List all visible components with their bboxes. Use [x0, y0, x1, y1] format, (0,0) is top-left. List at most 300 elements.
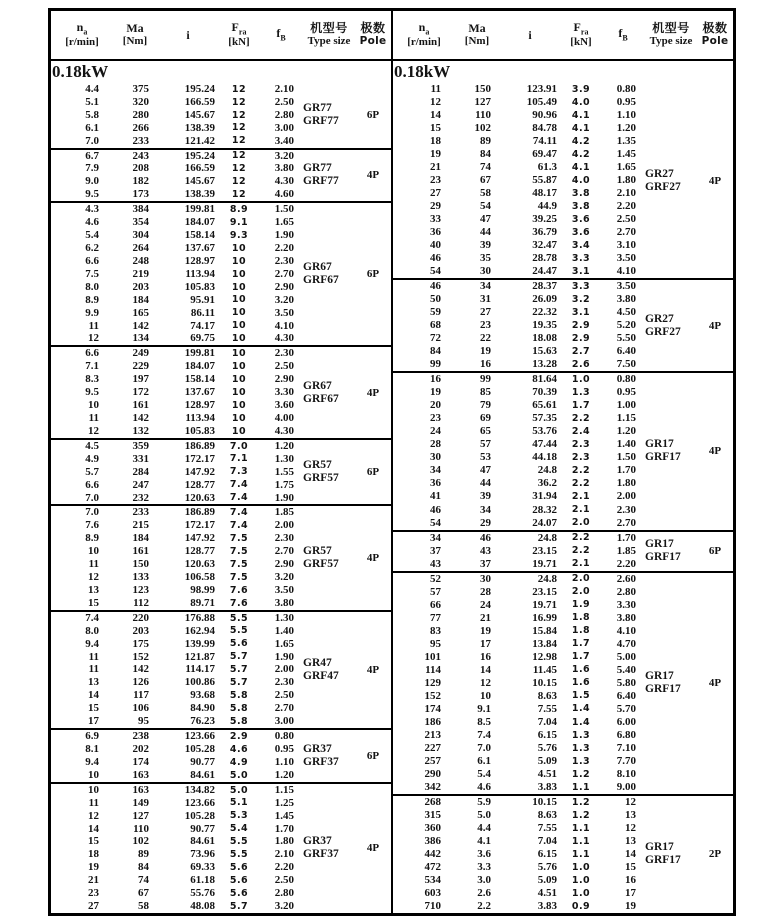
cell-na: 15	[88, 835, 99, 848]
cell-i: 69.75	[190, 332, 215, 345]
cell-na: 34	[430, 464, 441, 477]
cell-na: 12	[88, 571, 99, 584]
cell-ma: 202	[132, 742, 149, 755]
power-rating-title-right: 0.18kW	[394, 62, 451, 81]
spec-rows	[393, 796, 645, 913]
pole-label: 4P	[366, 842, 380, 855]
spec-rows	[51, 440, 303, 505]
header-col-ma	[113, 11, 157, 59]
spec-rows	[51, 83, 303, 148]
cell-i: 172.17	[184, 519, 215, 532]
header-col-pole	[355, 11, 391, 59]
cell-ma: 47	[480, 213, 491, 226]
cell-i: 10.15	[532, 795, 557, 808]
pole-label: 6P	[366, 109, 380, 122]
cell-na: 59	[430, 306, 441, 319]
cell-na: 77	[430, 611, 441, 624]
cell-fra: 1.0	[571, 861, 591, 873]
pole-label: 6P	[708, 545, 722, 558]
header-unit: Type size	[307, 35, 351, 47]
cell-i: 113.94	[185, 267, 215, 280]
type-size-line: GR67	[303, 379, 332, 392]
header-unit: [kN]	[570, 36, 592, 49]
cell-fb: 19	[625, 899, 636, 912]
cell-fb: 2.30	[274, 676, 294, 689]
header-unit: Pole	[701, 35, 729, 47]
cell-ma: 23	[480, 319, 491, 332]
cell-fra: 7.4	[229, 479, 249, 491]
cell-fra: 12	[231, 135, 247, 147]
cell-fb: 5.40	[616, 663, 636, 676]
cell-fb: 1.30	[274, 452, 294, 465]
spec-section	[393, 83, 733, 278]
cell-fb: 2.50	[274, 95, 294, 108]
cell-fb: 1.65	[616, 161, 636, 174]
spec-section	[393, 278, 733, 371]
cell-na: 34	[430, 531, 441, 544]
table-body-left	[51, 83, 391, 913]
type-size-line: GR67	[303, 261, 332, 274]
type-size-line: GR57	[303, 545, 332, 558]
cell-fb: 1.90	[274, 229, 294, 242]
header-unit: Pole	[359, 35, 387, 47]
type-size-line: GRF17	[645, 854, 681, 867]
cell-ma: 89	[480, 135, 491, 148]
header-subscript: ra	[238, 27, 247, 37]
cell-ma: 142	[132, 411, 149, 424]
cell-i: 28.32	[532, 503, 557, 516]
cell-i: 61.18	[190, 874, 215, 887]
cell-fb: 3.50	[274, 583, 294, 596]
cell-na: 257	[424, 754, 441, 767]
cell-i: 128.77	[184, 545, 215, 558]
cell-i: 23.15	[532, 585, 557, 598]
cell-i: 123.91	[526, 83, 557, 95]
cell-ma: 280	[132, 108, 149, 121]
cell-i: 6.15	[537, 728, 557, 741]
cell-fra: 1.5	[571, 690, 591, 702]
cell-ma: 46	[480, 531, 491, 544]
type-size-line: GR27	[645, 312, 674, 325]
cell-na: 68	[430, 319, 441, 332]
cell-i: 166.59	[184, 162, 215, 175]
cell-i: 113.94	[185, 411, 215, 424]
cell-i: 186.89	[184, 439, 215, 452]
cell-fb: 2.10	[616, 187, 636, 200]
cell-fb: 3.20	[274, 571, 294, 584]
cell-na: 57	[430, 585, 441, 598]
cell-ma: 150	[474, 83, 491, 95]
cell-fra: 12	[231, 163, 247, 175]
cell-i: 138.39	[184, 188, 215, 201]
cell-fb: 1.15	[616, 412, 636, 425]
cell-na: 14	[88, 822, 99, 835]
cell-fb: 3.40	[274, 134, 294, 147]
cell-fra: 12	[231, 96, 247, 108]
cell-fra: 2.7	[571, 346, 591, 358]
cell-fb: 2.00	[274, 519, 294, 532]
cell-ma: 53	[480, 451, 491, 464]
cell-ma: 7.0	[477, 741, 491, 754]
cell-ma: 331	[132, 452, 149, 465]
cell-na: 6.6	[85, 254, 99, 267]
cell-i: 145.67	[184, 175, 215, 188]
cell-na: 40	[430, 239, 441, 252]
cell-fra: 10	[231, 333, 247, 345]
cell-i: 31.94	[532, 490, 557, 503]
cell-i: 7.55	[537, 821, 557, 834]
cell-ma: 219	[132, 267, 149, 280]
cell-ma: 74	[138, 874, 149, 887]
cell-fb: 2.70	[616, 516, 636, 529]
cell-na: 710	[424, 899, 441, 912]
cell-fb: 4.50	[616, 306, 636, 319]
cell-fb: 2.20	[274, 242, 294, 254]
power-rating-title-left: 0.18kW	[52, 62, 109, 81]
cell-fra: 2.9	[571, 333, 591, 345]
spec-rows	[51, 203, 303, 345]
cell-na: 386	[424, 834, 441, 847]
cell-na: 4.4	[85, 82, 99, 95]
cell-i: 3.83	[537, 899, 557, 912]
cell-fra: 10	[231, 268, 247, 280]
header-symbol: $F_{ra}$	[573, 19, 589, 37]
cell-fb: 13	[625, 808, 636, 821]
cell-fb: 16	[625, 873, 636, 886]
cell-na: 37	[430, 544, 441, 557]
cell-na: 7.0	[85, 506, 99, 519]
cell-i: 24.8	[537, 531, 557, 544]
cell-fra: 10	[231, 361, 247, 373]
cell-ma: 67	[138, 887, 149, 900]
cell-i: 195.24	[184, 82, 215, 95]
cell-fb: 3.20	[274, 293, 294, 306]
spec-section	[393, 794, 733, 913]
cell-i: 36.2	[537, 477, 557, 490]
cell-fb: 6.80	[616, 728, 636, 741]
cell-ma: 5.4	[477, 767, 491, 780]
cell-fra: 5.8	[229, 690, 249, 702]
cell-fra: 5.7	[229, 677, 249, 689]
cell-ma: 37	[480, 557, 491, 570]
cell-na: 8.9	[85, 532, 99, 545]
cell-na: 66	[430, 598, 441, 611]
pole-label: 4P	[366, 663, 380, 676]
cell-fb: 12	[625, 795, 636, 808]
cell-i: 16.99	[532, 611, 557, 624]
cell-ma: 238	[132, 730, 149, 743]
cell-fra: 1.7	[571, 651, 591, 663]
cell-na: 8.1	[85, 742, 99, 755]
cell-i: 65.61	[532, 399, 557, 412]
cell-fra: 0.9	[571, 900, 591, 912]
cell-na: 11	[88, 796, 99, 809]
cell-fb: 3.50	[616, 252, 636, 265]
cell-i: 10.15	[532, 676, 557, 689]
cell-ma: 22	[480, 332, 491, 345]
cell-ma: 304	[132, 229, 149, 242]
spec-section	[51, 201, 391, 345]
cell-fra: 4.1	[571, 109, 591, 121]
cell-fra: 10	[231, 320, 247, 332]
cell-na: 54	[430, 516, 441, 529]
cell-i: 105.28	[184, 742, 215, 755]
header-col-i	[157, 11, 219, 59]
cell-i: 44.9	[537, 200, 557, 213]
pole-label: 4P	[708, 319, 722, 332]
header-subscript: a	[425, 27, 430, 37]
header-col-fb	[259, 11, 303, 59]
cell-na: 95	[430, 637, 441, 650]
type-size-label	[303, 83, 355, 148]
type-size-line: GR27	[645, 167, 674, 180]
cell-na: 6.9	[85, 730, 99, 743]
type-size-line: GRF27	[645, 180, 681, 193]
header-subscript: B	[280, 33, 286, 43]
spec-rows	[393, 280, 645, 371]
cell-fra: 2.2	[571, 545, 591, 557]
cell-ma: 197	[132, 373, 149, 386]
cell-fb: 5.00	[616, 650, 636, 663]
cell-fra: 10	[231, 425, 247, 437]
type-size-line: GRF77	[303, 115, 339, 128]
type-size-line: GR17	[645, 538, 674, 551]
cell-i: 120.63	[184, 558, 215, 571]
cell-fra: 2.1	[571, 491, 591, 503]
cell-fb: 7.10	[616, 741, 636, 754]
cell-fra: 2.9	[229, 730, 249, 742]
cell-fra: 9.3	[229, 229, 249, 241]
header-symbol: i	[186, 27, 190, 42]
cell-fra: 8.9	[229, 204, 249, 215]
cell-fb: 1.45	[274, 809, 294, 822]
header-col-na	[51, 11, 113, 59]
cell-na: 20	[430, 399, 441, 412]
header-unit: [Nm]	[122, 35, 148, 47]
cell-na: 8.0	[85, 280, 99, 293]
cell-i: 162.94	[184, 624, 215, 637]
header-symbol: 机型号	[652, 21, 690, 35]
cell-na: 7.5	[85, 267, 99, 280]
cell-fra: 3.3	[571, 252, 591, 264]
type-size-line: GR47	[303, 656, 332, 669]
cell-fra: 1.6	[571, 677, 591, 689]
cell-na: 18	[430, 135, 441, 148]
cell-na: 28	[430, 438, 441, 451]
cell-fra: 1.1	[571, 835, 591, 847]
cell-fra: 5.5	[229, 612, 249, 624]
header-col-fra	[561, 11, 601, 59]
cell-i: 105.28	[184, 809, 215, 822]
cell-fra: 9.1	[229, 216, 249, 228]
cell-na: 10	[88, 768, 99, 781]
cell-i: 19.35	[532, 319, 557, 332]
cell-ma: 203	[132, 624, 149, 637]
pole-label: 6P	[366, 268, 380, 281]
type-size-line: GRF37	[303, 755, 339, 768]
cell-na: 8.3	[85, 373, 99, 386]
cell-fra: 4.6	[229, 743, 249, 755]
cell-na: 7.4	[85, 611, 99, 624]
cell-i: 128.97	[184, 254, 215, 267]
cell-i: 137.67	[184, 386, 215, 399]
cell-i: 70.39	[532, 386, 557, 399]
cell-na: 9.0	[85, 175, 99, 188]
cell-fra: 10	[231, 294, 247, 306]
cell-i: 11.45	[532, 663, 557, 676]
cell-ma: 29	[480, 516, 491, 529]
cell-fra: 4.0	[571, 96, 591, 108]
header-col-ma	[455, 11, 499, 59]
type-size-label	[645, 373, 697, 529]
cell-i: 32.47	[532, 239, 557, 252]
cell-fra: 3.6	[571, 226, 591, 238]
cell-fb: 1.40	[274, 624, 294, 637]
cell-fb: 2.80	[616, 585, 636, 598]
cell-na: 227	[424, 741, 441, 754]
cell-fb: 3.20	[274, 149, 294, 162]
cell-fra: 1.3	[571, 387, 591, 399]
cell-na: 8.9	[85, 293, 99, 306]
cell-fb: 7.70	[616, 754, 636, 767]
cell-i: 55.87	[532, 174, 557, 187]
cell-fb: 1.65	[274, 216, 294, 229]
cell-i: 26.09	[532, 293, 557, 306]
cell-fra: 7.5	[229, 545, 249, 557]
spec-section	[393, 571, 733, 794]
cell-fb: 2.50	[616, 213, 636, 226]
cell-i: 15.84	[532, 624, 557, 637]
cell-fb: 4.10	[616, 624, 636, 637]
cell-i: 121.87	[184, 650, 215, 663]
cell-fb: 1.90	[274, 650, 294, 663]
cell-na: 14	[430, 109, 441, 122]
cell-i: 7.55	[537, 702, 557, 715]
cell-ma: 57	[480, 438, 491, 451]
type-size-label	[303, 506, 355, 609]
spec-section	[51, 148, 391, 202]
cell-na: 46	[430, 503, 441, 516]
cell-i: 84.61	[190, 835, 215, 848]
cell-ma: 106	[132, 702, 149, 715]
cell-fra: 2.2	[571, 532, 591, 544]
cell-ma: 6.1	[477, 754, 491, 767]
cell-na: 7.6	[85, 519, 99, 532]
cell-na: 7.9	[85, 162, 99, 175]
cell-i: 128.77	[184, 478, 215, 491]
header-subscript: ra	[580, 27, 589, 37]
cell-na: 15	[88, 596, 99, 609]
type-size-line: GRF67	[303, 392, 339, 405]
cell-na: 5.8	[85, 108, 99, 121]
cell-i: 6.15	[537, 847, 557, 860]
type-size-line: GRF37	[303, 848, 339, 861]
cell-i: 98.99	[190, 583, 215, 596]
cell-na: 603	[424, 886, 441, 899]
cell-ma: 69	[480, 412, 491, 425]
cell-fb: 2.70	[616, 226, 636, 239]
header-symbol: 机型号	[310, 21, 348, 35]
cell-i: 8.63	[537, 808, 557, 821]
cell-fra: 5.6	[229, 887, 249, 899]
cell-fb: 12	[625, 821, 636, 834]
cell-fb: 2.30	[274, 347, 294, 360]
cell-fra: 1.2	[571, 809, 591, 821]
spec-rows	[51, 730, 303, 782]
cell-i: 100.86	[184, 676, 215, 689]
cell-fb: 2.50	[274, 689, 294, 702]
cell-ma: 359	[132, 439, 149, 452]
cell-ma: 5.0	[477, 808, 491, 821]
type-size-label	[303, 203, 355, 345]
cell-fb: 1.50	[274, 203, 294, 216]
cell-fra: 5.4	[229, 823, 249, 835]
cell-fb: 4.10	[616, 265, 636, 278]
cell-fra: 1.0	[571, 374, 591, 386]
cell-na: 268	[424, 795, 441, 808]
cell-ma: 10	[480, 689, 491, 702]
cell-fb: 0.80	[616, 83, 636, 95]
cell-i: 5.76	[537, 860, 557, 873]
cell-fb: 14	[625, 847, 636, 860]
cell-fb: 1.80	[274, 835, 294, 848]
cell-i: 134.82	[184, 783, 215, 796]
cell-fra: 2.6	[571, 359, 591, 371]
cell-i: 69.33	[190, 861, 215, 874]
pole-label: 4P	[366, 552, 380, 565]
cell-na: 14	[88, 689, 99, 702]
cell-na: 19	[88, 861, 99, 874]
cell-fra: 2.1	[571, 504, 591, 516]
cell-na: 6.2	[85, 242, 99, 254]
spec-rows	[393, 83, 645, 278]
gearmotor-spec-table	[48, 8, 736, 916]
cell-fra: 1.0	[571, 874, 591, 886]
header-col-fra	[219, 11, 259, 59]
cell-fra: 1.2	[571, 796, 591, 808]
cell-ma: 173	[132, 188, 149, 201]
cell-fb: 2.00	[616, 490, 636, 503]
cell-ma: 9.1	[477, 702, 491, 715]
cell-fb: 3.80	[616, 293, 636, 306]
cell-na: 174	[424, 702, 441, 715]
cell-i: 24.07	[532, 516, 557, 529]
cell-na: 15	[88, 702, 99, 715]
cell-ma: 123	[132, 583, 149, 596]
cell-ma: 247	[132, 478, 149, 491]
cell-fb: 9.00	[616, 780, 636, 793]
cell-na: 15	[430, 122, 441, 135]
cell-fra: 7.5	[229, 558, 249, 570]
cell-i: 55.76	[190, 887, 215, 900]
cell-fra: 7.0	[229, 440, 249, 452]
cell-ma: 8.5	[477, 715, 491, 728]
cell-na: 11	[430, 83, 441, 95]
cell-i: 44.18	[532, 451, 557, 464]
spec-rows	[51, 347, 303, 437]
cell-na: 290	[424, 767, 441, 780]
type-size-label	[303, 347, 355, 437]
cell-fra: 7.4	[229, 507, 249, 519]
cell-ma: 5.9	[477, 795, 491, 808]
cell-ma: 47	[480, 464, 491, 477]
cell-i: 93.68	[190, 689, 215, 702]
cell-fb: 5.80	[616, 676, 636, 689]
cell-ma: 110	[133, 822, 149, 835]
cell-ma: 85	[480, 386, 491, 399]
cell-ma: 54	[480, 200, 491, 213]
cell-fra: 5.8	[229, 715, 249, 727]
